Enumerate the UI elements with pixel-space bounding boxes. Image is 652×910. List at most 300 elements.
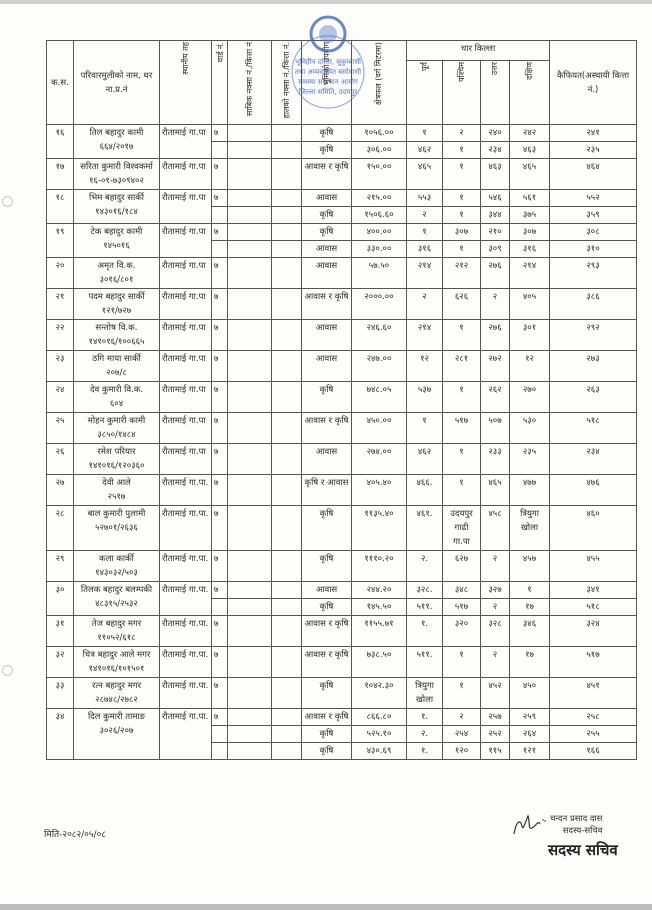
col-east: पूर्व bbox=[407, 61, 443, 125]
cell-land-use: आवास bbox=[302, 444, 352, 475]
cell-name bbox=[74, 647, 160, 678]
cell-west: ६२६ bbox=[443, 289, 481, 320]
cell-north: ३२८ bbox=[481, 616, 510, 647]
cell-local-level: रौतामाई गा.पा bbox=[160, 444, 212, 475]
cell-north: ३०९ bbox=[481, 241, 510, 258]
cell-west: ५१७ bbox=[443, 413, 481, 444]
cell-land-use: आवास bbox=[302, 320, 352, 351]
citizenship-number: ५२७०१/२६३६ bbox=[95, 523, 138, 534]
col-ward: वार्ड नं. bbox=[212, 41, 228, 125]
cell-north: २७२ bbox=[481, 351, 510, 382]
cell-name bbox=[74, 125, 160, 159]
col-current-map: हालको नक्सा नं./कित्ता नं. bbox=[272, 41, 302, 125]
cell-name bbox=[74, 224, 160, 258]
cell-name bbox=[74, 159, 160, 190]
holder-name: सरिता कुमारी विश्वकर्मा bbox=[80, 162, 153, 173]
cell-local-level: रौतामाई गा.पा bbox=[160, 382, 212, 413]
table-row bbox=[47, 382, 637, 413]
table-row bbox=[47, 444, 637, 475]
cell-area: १०४२.३० bbox=[352, 678, 407, 709]
cell-remarks: ५१७ bbox=[550, 647, 637, 678]
cell-east: २ bbox=[407, 207, 443, 224]
cell-current-map bbox=[272, 351, 302, 382]
cell-area: २४६.६० bbox=[352, 320, 407, 351]
cell-old-map bbox=[228, 125, 272, 142]
cell-land-use: आवास र कृषि bbox=[302, 616, 352, 647]
cell-old-map bbox=[228, 709, 272, 726]
cell-sn: २० bbox=[47, 258, 74, 289]
cell-old-map bbox=[228, 241, 272, 258]
cell-west: ५१७ bbox=[443, 599, 481, 616]
cell-north: ५४६ bbox=[481, 190, 510, 207]
col-south: दक्षिण bbox=[510, 61, 550, 125]
cell-current-map bbox=[272, 125, 302, 142]
citizenship-number: २८७४८/२७८२ bbox=[95, 695, 138, 706]
cell-area: २१५.०० bbox=[352, 190, 407, 207]
cell-north: २१० bbox=[481, 224, 510, 241]
table-row bbox=[47, 351, 637, 382]
cell-west: १ bbox=[443, 320, 481, 351]
cell-north: २ bbox=[481, 599, 510, 616]
cell-west: १ bbox=[443, 190, 481, 207]
table-row bbox=[47, 506, 637, 551]
cell-remarks: ३८६ bbox=[550, 289, 637, 320]
cell-east: ४६१. bbox=[407, 506, 443, 551]
cell-old-map bbox=[228, 413, 272, 444]
cell-land-use: आवास bbox=[302, 190, 352, 207]
cell-north: ३२७ bbox=[481, 582, 510, 599]
col-sn: क.स. bbox=[47, 41, 74, 125]
cell-ward: ७ bbox=[212, 125, 228, 142]
cell-west: ३२० bbox=[443, 616, 481, 647]
cell-local-level: रौतामाई गा.पा. bbox=[160, 678, 212, 709]
cell-south: २४२ bbox=[510, 125, 550, 142]
holder-name: भिम बहादुर सार्की bbox=[89, 193, 144, 204]
cell-local-level: रौतामाई गा.पा. bbox=[160, 647, 212, 678]
citizenship-number: १४१०१६/१००६६५ bbox=[88, 337, 145, 348]
signer-block bbox=[550, 813, 602, 837]
table-row bbox=[47, 647, 637, 678]
cell-current-map bbox=[272, 289, 302, 320]
cell-name bbox=[74, 678, 160, 709]
cell-sn: १९ bbox=[47, 224, 74, 258]
citizenship-number: २०७/८ bbox=[106, 368, 127, 379]
cell-east: ४६२ bbox=[407, 444, 443, 475]
cell-current-map bbox=[272, 190, 302, 207]
col-north: उत्तर bbox=[481, 61, 510, 125]
cell-sn: ३४ bbox=[47, 709, 74, 760]
cell-north: ४५८ bbox=[481, 506, 510, 551]
cell-sn: ३३ bbox=[47, 678, 74, 709]
citizenship-number: ६०४ bbox=[109, 399, 124, 410]
signer-title: सदस्य-सचिव bbox=[562, 826, 603, 836]
holder-name: बाल कुमारी पुलामी bbox=[87, 509, 146, 520]
holder-name: देवी आले bbox=[102, 478, 131, 489]
cell-north: २३३ bbox=[481, 444, 510, 475]
cell-west: १ bbox=[443, 142, 481, 159]
punch-hole bbox=[2, 665, 13, 676]
col-land-use: भूमिको उपयोग bbox=[302, 41, 352, 125]
svg-text:भूमिहीन दलित, सुकुम्बासी: भूमिहीन दलित, सुकुम्बासी bbox=[294, 58, 362, 66]
cell-ward: ७ bbox=[212, 444, 228, 475]
cell-north: २ bbox=[481, 289, 510, 320]
cell-current-map bbox=[272, 599, 302, 616]
cell-old-map bbox=[228, 678, 272, 709]
table-row bbox=[47, 616, 637, 647]
cell-ward: ७ bbox=[212, 289, 228, 320]
cell-ward: ७ bbox=[212, 159, 228, 190]
citizenship-number: १२१/७२७ bbox=[101, 306, 132, 317]
cell-south: २७० bbox=[510, 382, 550, 413]
cell-name bbox=[74, 709, 160, 760]
citizenship-number: १४१०१६/१०१५०१ bbox=[88, 664, 145, 675]
cell-current-map bbox=[272, 647, 302, 678]
citizenship-number: १४५०१६ bbox=[103, 241, 130, 252]
cell-area: ५२५.१० bbox=[352, 726, 407, 743]
cell-south: ४६५ bbox=[510, 159, 550, 190]
cell-remarks: ५५२ bbox=[550, 190, 637, 207]
cell-name bbox=[74, 289, 160, 320]
cell-land-use: कृषि bbox=[302, 678, 352, 709]
cell-east: २. bbox=[407, 551, 443, 582]
svg-text:तथा अव्यवस्थित बसोबासी: तथा अव्यवस्थित बसोबासी bbox=[294, 68, 362, 76]
cell-remarks: २९३ bbox=[550, 258, 637, 289]
cell-east: २१४ bbox=[407, 320, 443, 351]
cell-ward: ७ bbox=[212, 582, 228, 599]
cell-old-map bbox=[228, 207, 272, 224]
cell-name bbox=[74, 475, 160, 506]
cell-ward: ७ bbox=[212, 506, 228, 551]
cell-area: ७३८.५० bbox=[352, 647, 407, 678]
cell-remarks: ४५१ bbox=[550, 678, 637, 709]
cell-area: २७४.०० bbox=[352, 444, 407, 475]
cell-current-map bbox=[272, 743, 302, 760]
svg-text:समस्या समाधान आयोग: समस्या समाधान आयोग bbox=[298, 78, 358, 86]
cell-area: ११५५.७१ bbox=[352, 616, 407, 647]
cell-area: १०५६.०० bbox=[352, 125, 407, 142]
cell-ward bbox=[212, 726, 228, 743]
cell-local-level: रौतामाई गा.पा bbox=[160, 125, 212, 159]
cell-ward: ७ bbox=[212, 647, 228, 678]
cell-name bbox=[74, 616, 160, 647]
table-row bbox=[47, 224, 637, 241]
cell-area: ४५०.०० bbox=[352, 413, 407, 444]
cell-remarks: ३२४ bbox=[550, 616, 637, 647]
cell-east: १. bbox=[407, 616, 443, 647]
cell-south: ३७५ bbox=[510, 207, 550, 224]
cell-old-map bbox=[228, 551, 272, 582]
cell-south: ३१६ bbox=[510, 241, 550, 258]
cell-remarks: ३५९ bbox=[550, 207, 637, 224]
cell-land-use: कृषि bbox=[302, 743, 352, 760]
cell-east: २ bbox=[407, 289, 443, 320]
table-row bbox=[47, 709, 637, 726]
cell-sn: २९ bbox=[47, 551, 74, 582]
citizenship-number: १४३०३२/५०३ bbox=[95, 568, 138, 579]
cell-south: १२१ bbox=[510, 743, 550, 760]
cell-local-level: रौतामाई गा.पा. bbox=[160, 709, 212, 760]
cell-local-level: रौतामाई गा.पा. bbox=[160, 506, 212, 551]
cell-local-level: रौतामाई गा.पा bbox=[160, 159, 212, 190]
cell-current-map bbox=[272, 382, 302, 413]
cell-west: ३४८ bbox=[443, 582, 481, 599]
cell-old-map bbox=[228, 351, 272, 382]
cell-east: त्रियुगा खोला bbox=[407, 678, 443, 709]
cell-area: ३३०.०० bbox=[352, 241, 407, 258]
cell-east: १ bbox=[407, 413, 443, 444]
citizenship-number: ३०२६/२०७ bbox=[99, 726, 134, 737]
cell-land-use: कृषि bbox=[302, 506, 352, 551]
cell-current-map bbox=[272, 678, 302, 709]
cell-west: १२० bbox=[443, 743, 481, 760]
designation-stamp: सदस्य सचिव bbox=[548, 841, 618, 859]
cell-north: २६२ bbox=[481, 382, 510, 413]
cell-land-use: कृषि bbox=[302, 125, 352, 142]
cell-area: १५०.०० bbox=[352, 159, 407, 190]
cell-west: १ bbox=[443, 475, 481, 506]
cell-local-level: रौतामाई गा.पा bbox=[160, 224, 212, 258]
cell-north: ११५ bbox=[481, 743, 510, 760]
cell-current-map bbox=[272, 320, 302, 351]
official-seal bbox=[283, 12, 373, 112]
holder-name: तिलक बहादुर बलम्पकी bbox=[80, 585, 153, 596]
cell-east: १२ bbox=[407, 351, 443, 382]
cell-current-map bbox=[272, 413, 302, 444]
table-row bbox=[47, 475, 637, 506]
cell-sn: १६ bbox=[47, 125, 74, 159]
cell-current-map bbox=[272, 551, 302, 582]
cell-east: १ bbox=[407, 125, 443, 142]
cell-north: ३४४ bbox=[481, 207, 510, 224]
cell-west: २८१ bbox=[443, 351, 481, 382]
cell-land-use: आवास र कृषि bbox=[302, 709, 352, 726]
cell-remarks: २७३ bbox=[550, 351, 637, 382]
citizenship-number: २५१७ bbox=[107, 492, 126, 503]
cell-sn: २३ bbox=[47, 351, 74, 382]
cell-land-use: कृषि bbox=[302, 726, 352, 743]
cell-remarks: ३१० bbox=[550, 241, 637, 258]
cell-north: २५७ bbox=[481, 709, 510, 726]
cell-land-use: कृषि bbox=[302, 599, 352, 616]
cell-north: २५२ bbox=[481, 726, 510, 743]
cell-sn: २७ bbox=[47, 475, 74, 506]
cell-south: ४६३ bbox=[510, 142, 550, 159]
holder-name: तेज बहादुर मगर bbox=[91, 619, 142, 630]
col-west: पश्चिम bbox=[443, 61, 481, 125]
cell-sn: २४ bbox=[47, 382, 74, 413]
cell-land-use: आवास bbox=[302, 241, 352, 258]
cell-area: १५०६.६० bbox=[352, 207, 407, 224]
cell-remarks: २४१ bbox=[550, 125, 637, 142]
cell-current-map bbox=[272, 475, 302, 506]
cell-local-level: रौतामाई गा.पा bbox=[160, 289, 212, 320]
cell-north: २ bbox=[481, 551, 510, 582]
cell-land-use: आवास र कृषि bbox=[302, 413, 352, 444]
holder-name: रमेश परियार bbox=[97, 447, 136, 458]
cell-land-use: आवास र कृषि bbox=[302, 159, 352, 190]
cell-remarks: ४६० bbox=[550, 506, 637, 551]
cell-north: २३४ bbox=[481, 142, 510, 159]
cell-land-use: कृषि bbox=[302, 142, 352, 159]
cell-west: २ bbox=[443, 125, 481, 142]
cell-south: १७ bbox=[510, 599, 550, 616]
cell-local-level: रौतामाई गा.पा. bbox=[160, 582, 212, 616]
cell-area: ८६६.८० bbox=[352, 709, 407, 726]
cell-remarks: ३४१ bbox=[550, 582, 637, 599]
cell-west: १ bbox=[443, 678, 481, 709]
cell-ward: ७ bbox=[212, 475, 228, 506]
citizenship-number: १४१०१६/१२०३६० bbox=[88, 461, 145, 472]
cell-old-map bbox=[228, 616, 272, 647]
cell-west: ३०७ bbox=[443, 224, 481, 241]
cell-east: ५३७ bbox=[407, 382, 443, 413]
cell-land-use: आवास bbox=[302, 351, 352, 382]
cell-area: २०००.०० bbox=[352, 289, 407, 320]
holder-name: कला कार्की bbox=[99, 554, 134, 565]
cell-east: १. bbox=[407, 709, 443, 726]
cell-old-map bbox=[228, 743, 272, 760]
cell-old-map bbox=[228, 190, 272, 207]
cell-local-level: रौतामाई गा.पा bbox=[160, 258, 212, 289]
cell-area: ४०५.४० bbox=[352, 475, 407, 506]
cell-sn: ३२ bbox=[47, 647, 74, 678]
cell-north: २७६ bbox=[481, 258, 510, 289]
cell-current-map bbox=[272, 726, 302, 743]
cell-sn: १८ bbox=[47, 190, 74, 224]
cell-name bbox=[74, 551, 160, 582]
col-area: क्षेत्रफल (वर्ग मिटरमा) bbox=[352, 41, 407, 125]
cell-old-map bbox=[228, 382, 272, 413]
cell-current-map bbox=[272, 582, 302, 599]
cell-ward: ७ bbox=[212, 413, 228, 444]
signature-icon bbox=[510, 812, 546, 838]
cell-land-use: आवास र कृषि bbox=[302, 647, 352, 678]
cell-current-map bbox=[272, 207, 302, 224]
holder-name: ठगि माया सार्की bbox=[92, 354, 141, 365]
scan-bottom-edge bbox=[0, 904, 652, 910]
holder-name: देव कुमारी वि.क. bbox=[90, 385, 143, 396]
cell-ward bbox=[212, 207, 228, 224]
cell-ward: ७ bbox=[212, 190, 228, 207]
cell-current-map bbox=[272, 506, 302, 551]
cell-east: १ bbox=[407, 224, 443, 241]
cell-ward bbox=[212, 241, 228, 258]
cell-land-use: कृषि bbox=[302, 382, 352, 413]
cell-sn: २५ bbox=[47, 413, 74, 444]
cell-south: २३५ bbox=[510, 444, 550, 475]
col-local-level: स्थानीय तह bbox=[160, 41, 212, 125]
cell-south: १ bbox=[510, 582, 550, 599]
cell-ward: ७ bbox=[212, 709, 228, 726]
cell-remarks: २३४ bbox=[550, 444, 637, 475]
cell-south: १७ bbox=[510, 647, 550, 678]
cell-local-level: रौतामाई गा.पा bbox=[160, 351, 212, 382]
cell-east: ३१६ bbox=[407, 241, 443, 258]
table-row bbox=[47, 582, 637, 599]
citizenship-number: ४८३१५/२५३२ bbox=[95, 599, 138, 610]
cell-land-use: कृषि र आवास bbox=[302, 475, 352, 506]
cell-local-level: रौतामाई गा.पा bbox=[160, 320, 212, 351]
cell-old-map bbox=[228, 320, 272, 351]
cell-ward: ७ bbox=[212, 258, 228, 289]
cell-ward: ७ bbox=[212, 382, 228, 413]
cell-west: १ bbox=[443, 444, 481, 475]
cell-local-level: रौतामाई गा.पा bbox=[160, 190, 212, 224]
cell-south: ३४६ bbox=[510, 616, 550, 647]
cell-old-map bbox=[228, 647, 272, 678]
cell-remarks: ४५५ bbox=[550, 551, 637, 582]
col-remarks: कैफियत(अस्थायी कित्ता नं.) bbox=[550, 41, 637, 125]
cell-west: १ bbox=[443, 159, 481, 190]
signer-name: चन्दन प्रसाद दास bbox=[550, 814, 603, 824]
table-row bbox=[47, 159, 637, 190]
cell-south: ४७७ bbox=[510, 475, 550, 506]
table-row bbox=[47, 258, 637, 289]
svg-text:जिल्ला समिति, उदयपुर: जिल्ला समिति, उदयपुर bbox=[298, 88, 358, 96]
cell-remarks: २९२ bbox=[550, 320, 637, 351]
cell-old-map bbox=[228, 289, 272, 320]
cell-east: २१४ bbox=[407, 258, 443, 289]
holder-name: तिल बहादुर कामी bbox=[89, 128, 144, 139]
cell-east: ५५३ bbox=[407, 190, 443, 207]
holder-name: सन्तोष वि.क. bbox=[95, 323, 138, 334]
table-row bbox=[47, 678, 637, 709]
cell-remarks: ४६४ bbox=[550, 159, 637, 190]
cell-area: २४७.०० bbox=[352, 351, 407, 382]
cell-south: १२ bbox=[510, 351, 550, 382]
cell-east: १. bbox=[407, 743, 443, 760]
cell-south: ४०५ bbox=[510, 289, 550, 320]
cell-area: ७४८.०५ bbox=[352, 382, 407, 413]
cell-sn: ३१ bbox=[47, 616, 74, 647]
cell-area: ३०६.०० bbox=[352, 142, 407, 159]
cell-old-map bbox=[228, 444, 272, 475]
citizenship-number: ३८५०/१४८४ bbox=[97, 430, 136, 441]
cell-old-map bbox=[228, 726, 272, 743]
cell-name bbox=[74, 258, 160, 289]
cell-east: ४६६. bbox=[407, 475, 443, 506]
holder-name: मोहन कुमारी कामी bbox=[87, 416, 146, 427]
cell-south: ४५० bbox=[510, 678, 550, 709]
cell-area: १११०.२० bbox=[352, 551, 407, 582]
cell-remarks: २३५ bbox=[550, 142, 637, 159]
cell-south: २१४ bbox=[510, 258, 550, 289]
cell-current-map bbox=[272, 709, 302, 726]
cell-west: १ bbox=[443, 382, 481, 413]
cell-ward: ७ bbox=[212, 351, 228, 382]
table-row bbox=[47, 413, 637, 444]
cell-sn: २८ bbox=[47, 506, 74, 551]
cell-north: ५०७ bbox=[481, 413, 510, 444]
table-row bbox=[47, 289, 637, 320]
holder-name: दिल कुमारी तामाङ bbox=[87, 712, 146, 723]
cell-west: २१२ bbox=[443, 258, 481, 289]
cell-west: ६२७ bbox=[443, 551, 481, 582]
cell-remarks: ५१८ bbox=[550, 413, 637, 444]
cell-north: ४५२ bbox=[481, 678, 510, 709]
holder-name: टेक बहादुर कामी bbox=[90, 227, 143, 238]
cell-ward bbox=[212, 142, 228, 159]
citizenship-number: ११०५२/६१८ bbox=[97, 633, 136, 644]
cell-old-map bbox=[228, 599, 272, 616]
col-name: परिवारमुलीको नाम, थर ना.प्र.नं bbox=[74, 41, 160, 125]
table-row bbox=[47, 125, 637, 142]
holder-name: रत्न बहादुर मगर bbox=[91, 681, 142, 692]
cell-land-use: आवास bbox=[302, 258, 352, 289]
cell-area: ५७.५० bbox=[352, 258, 407, 289]
table-body bbox=[47, 125, 637, 760]
cell-current-map bbox=[272, 616, 302, 647]
